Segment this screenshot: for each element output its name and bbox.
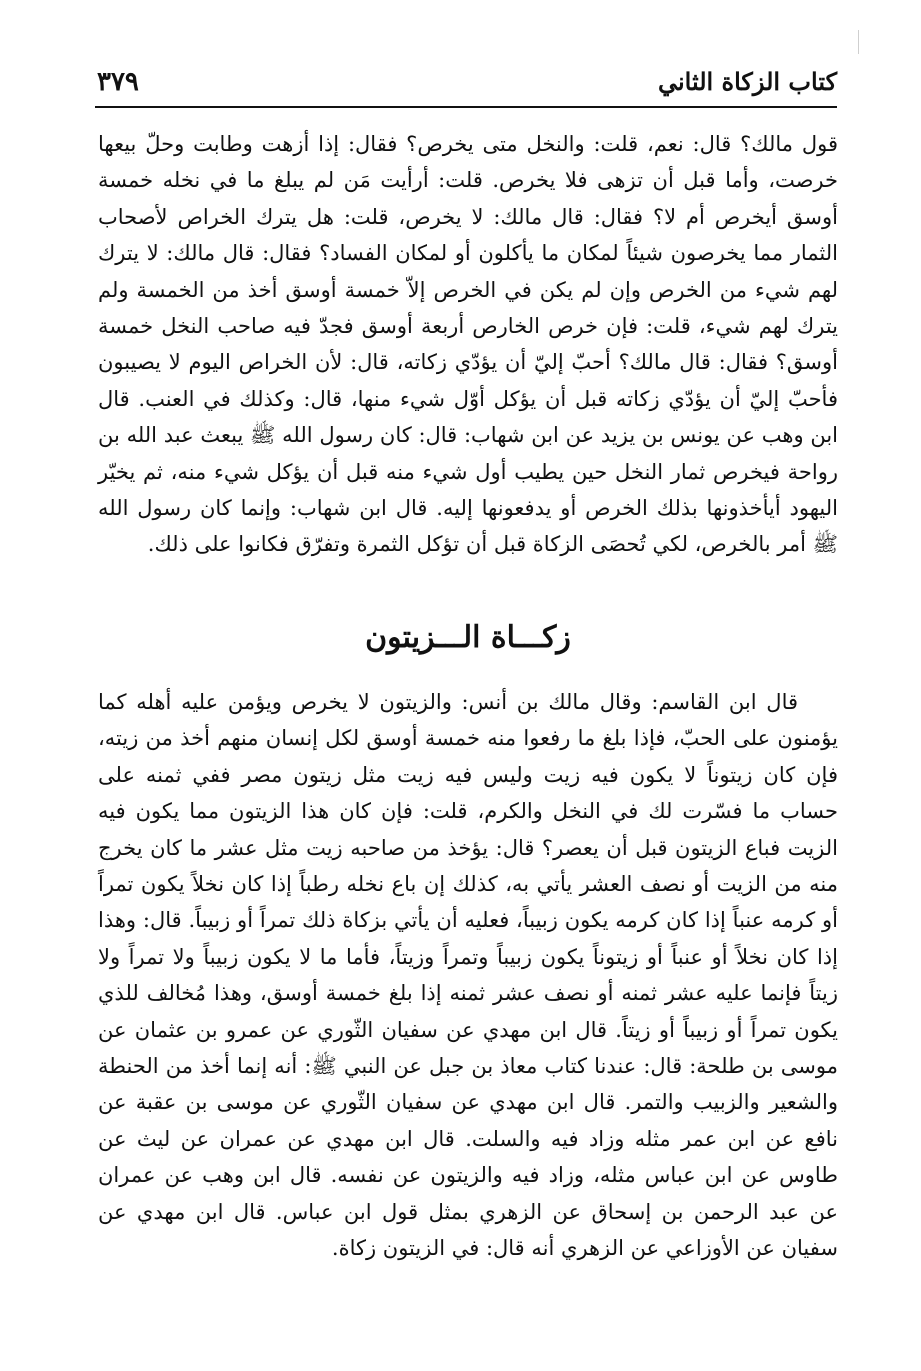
- paragraph-olive-zakat: قال ابن القاسم: وقال مالك بن أنس: والزيتون لا يخرص ويؤمن عليه أهله كما يؤمنون على الحبّ، فإذا بلغ ما رفعوا منه خمسة أوسق لكل إنسان منهم أخذ من زيته، فإن كان زيتوناً لا يكون فيه زيت وليس فيه زيت مثل زيتون مصر ففي ثمنه على حساب ما فسّرت لك في النخل والكرم، قلت: فإن كان هذا الزيتون مما يكون فيه الزيت فباع الزيتون قبل أن يعصر؟ قال: يؤخذ من صاحبه زيت مثل عشر ما كان يخرج منه من الزيت أو نصف العشر يأتي به، كذلك إن باع نخله رطباً إذا كان نخلاً يكون تمراً أو كرمه عنباً إذا كان كرمه يكون زبيباً، فعليه أن يأتي بزكاة ذلك تمراً أو زبيباً. قال: وهذا إذا كان نخلاً أو عنباً أو زيتوناً يكون زبيباً وتمراً وزيتاً، فأما ما لا يكون زبيباً ولا تمراً ولا زيتاً فإنما عليه عشر ثمنه أو نصف عشر ثمنه إذا بلغ خمسة أوسق، وهذا مُخالف للذي يكون تمراً أو زبيباً أو زيتاً. قال ابن مهدي عن سفيان الثّوري عن عمرو بن عثمان عن موسى بن طلحة: قال: عندنا كتاب معاذ بن جبل عن النبي ﷺ: أنه إنما أخذ من الحنطة والشعير والزبيب والتمر. قال ابن مهدي عن سفيان الثّوري عن موسى بن عقبة عن نافع عن ابن عمر مثله وزاد فيه والسلت. قال ابن مهدي عن عمران عن ليث عن طاوس عن ابن عباس مثله، وزاد فيه والزيتون عن نفسه. قال ابن وهب عن عمران عن عبد الرحمن بن إسحاق عن الزهري بمثل قول ابن عباس. قال ابن مهدي عن سفيان عن الأوزاعي عن الزهري أنه قال: في الزيتون زكاة.: [98, 690, 838, 1261]
- page-number: ٣٧٩: [97, 67, 139, 97]
- page-edge-mark: [858, 30, 859, 54]
- paragraph-khars: قول مالك؟ قال: نعم، قلت: والنخل متى يخرص؟ فقال: إذا أزهت وطابت وحلّ بيعها خرصت، وأما قبل أن تزهى فلا يخرص. قلت: أرأيت مَن لم يبلغ ما في نخله خمسة أوسق أيخرص أم لا؟ فقال: قال مالك: لا يخرص، قلت: هل يترك الخراص لأصحاب الثمار مما يخرصون شيئاً لمكان ما يأكلون أو لمكان الفساد؟ فقال: قال مالك: لا يترك لهم شيء من الخرص وإن لم يكن في الخرص إلاّ خمسة أوسق أخذ من الخمسة ولم يترك لهم شيء، قلت: فإن خرص الخارص أربعة أوسق فجدّ فيه صاحب النخل خمسة أوسق؟ فقال: قال مالك؟ أحبّ إليّ أن يؤدّي زكاته، قال: لأن الخراص اليوم لا يصيبون فأحبّ إليّ أن يؤدّي زكاته قبل أن يؤكل أوّل شيء منها، قال: وكذلك في العنب. قال ابن وهب عن يونس بن يزيد عن ابن شهاب: قال: كان رسول الله ﷺ يبعث عبد الله بن رواحة فيخرص ثمار النخل حين يطيب أول شيء منه قبل أن يؤكل شيء منه، ثم يخيّر اليهود أيأخذونها بذلك الخرص أو يدفعونها إليه. قال ابن شهاب: وإنما كان رسول الله ﷺ أمر بالخرص، لكي تُحصَى الزكاة قبل أن تؤكل الثمرة وتفرّق فكانوا على ذلك.: [98, 132, 838, 557]
- section-heading-olive-zakat: زكـــاة الـــزيتون: [365, 620, 571, 655]
- page-header: [95, 62, 837, 108]
- running-title: كتاب الزكاة الثاني: [657, 67, 837, 96]
